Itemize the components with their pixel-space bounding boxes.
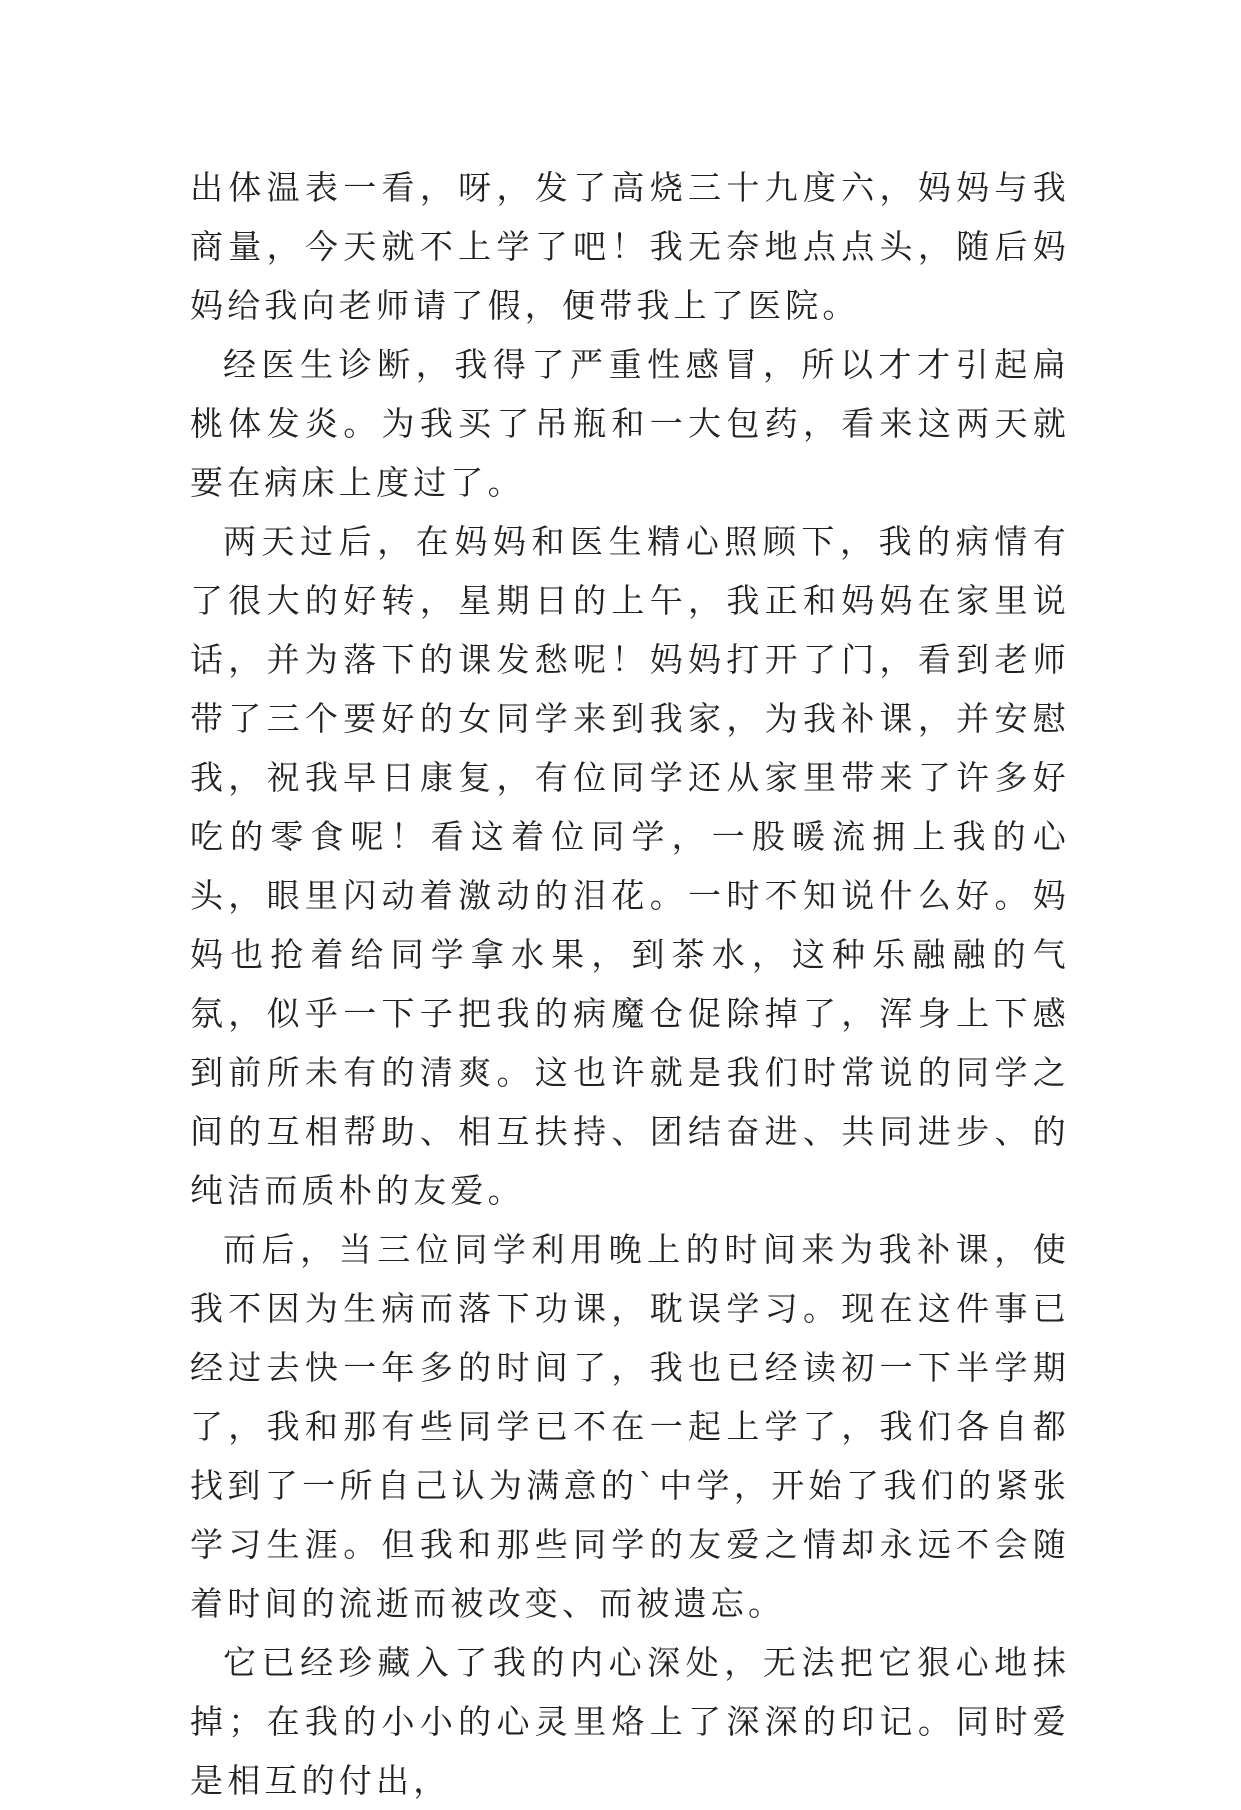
paragraph-5: 它已经珍藏入了我的内心深处，无法把它狠心地抹掉；在我的小小的心灵里烙上了深深的印记。同时爱是相互的付出， xyxy=(190,1643,1070,1800)
paragraph-2: 经医生诊断，我得了严重性感冒，所以才才引起扁桃体发炎。为我买了吊瓶和一大包药，看来这两天就要在病床上度过了。 xyxy=(190,345,1070,502)
paragraph-4: 而后，当三位同学利用晚上的时间来为我补课，使我不因为生病而落下功课，耽误学习。现在这件事已经过去快一年多的时间了，我也已经读初一下半学期了，我和那有些同学已不在一起上学了，我们各自都找到了一所自己认为满意的`中学，开始了我们的紧张学习生涯。但我和那些同学的友爱之情却永远不会随着时间的流逝而被改变、而被遗忘。 xyxy=(190,1230,1070,1623)
body-text xyxy=(190,158,1070,1810)
paragraph-1: 出体温表一看，呀，发了高烧三十九度六，妈妈与我商量，今天就不上学了吧！我无奈地点点头，随后妈妈给我向老师请了假，便带我上了医院。 xyxy=(190,168,1070,325)
paragraph-3: 两天过后，在妈妈和医生精心照顾下，我的病情有了很大的好转，星期日的上午，我正和妈妈在家里说话，并为落下的课发愁呢！妈妈打开了门，看到老师带了三个要好的女同学来到我家，为我补课，并安慰我，祝我早日康复，有位同学还从家里带来了许多好吃的零食呢！看这着位同学，一股暖流拥上我的心头，眼里闪动着激动的泪花。一时不知说什么好。妈妈也抢着给同学拿水果，到茶水，这种乐融融的气氛，似乎一下子把我的病魔仓促除掉了，浑身上下感到前所未有的清爽。这也许就是我们时常说的同学之间的互相帮助、相互扶持、团结奋进、共同进步、的纯洁而质朴的友爱。 xyxy=(190,522,1070,1210)
